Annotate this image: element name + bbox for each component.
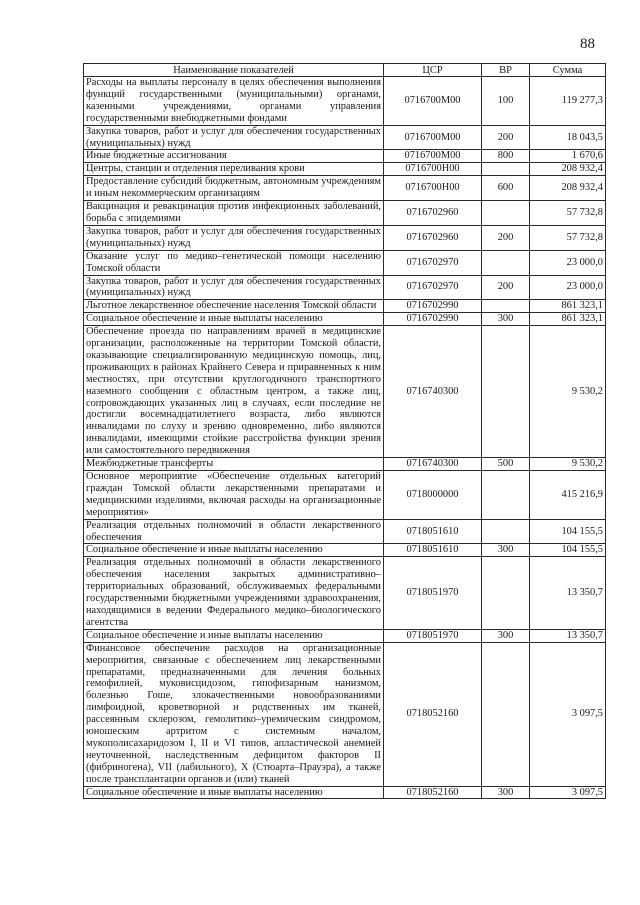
table-row	[84, 629, 606, 642]
row-vr: 600	[482, 176, 530, 201]
row-name: Финансовое обеспечение расходов на организационные мероприятия, связанные с обеспечением лиц лекарственными препаратами, предназначенными для лечения больных гемофилией, муковисцидозом, гипофизарным нанизмом, болезнью Гоше, злокачественными новообразованиями лимфоидной, кроветворной и родственных им тканей, рассеянным склерозом, гемолитико–уремическим синдромом, юношеским артритом с системным началом, мукополисахаридозом I, II и VI типов, апластической анемией неуточненной, наследственным дефицитом факторов II (фибриногена), VII (лабильного), X (Стюарта–Прауэра), а также после трансплантации органов и (или) тканей	[84, 642, 384, 786]
row-sum: 23 000,0	[530, 250, 606, 275]
table-row	[84, 313, 606, 326]
row-name: Основное мероприятие «Обеспечение отдельных категорий граждан Томской области лекарственными препаратами и медицинскими изделиями, включая расходы на организационные мероприятия»	[84, 471, 384, 520]
row-sum: 9 530,2	[530, 326, 606, 458]
header-sum: Сумма	[530, 64, 606, 77]
row-name: Предоставление субсидий бюджетным, автономным учреждениям и иным некоммерческим организациям	[84, 176, 384, 201]
row-name: Закупка товаров, работ и услуг для обеспечения государственных (муниципальных) нужд	[84, 125, 384, 150]
row-sum: 3 097,5	[530, 786, 606, 799]
row-sum: 208 932,4	[530, 163, 606, 176]
row-vr	[482, 326, 530, 458]
row-name: Социальное обеспечение и иные выплаты населению	[84, 313, 384, 326]
row-sum: 861 323,1	[530, 313, 606, 326]
row-sum: 104 155,5	[530, 519, 606, 544]
row-sum: 9 530,2	[530, 458, 606, 471]
row-csr: 0718051970	[384, 557, 482, 629]
budget-table	[83, 63, 606, 799]
table-row	[84, 150, 606, 163]
row-sum: 1 670,6	[530, 150, 606, 163]
row-name: Вакцинация и ревакцинация против инфекционных заболеваний, борьба с эпидемиями	[84, 201, 384, 226]
table-row	[84, 201, 606, 226]
row-csr: 0716740300	[384, 458, 482, 471]
row-name: Льготное лекарственное обеспечение населения Томской области	[84, 300, 384, 313]
row-vr: 300	[482, 313, 530, 326]
table-row	[84, 125, 606, 150]
row-name: Социальное обеспечение и иные выплаты населению	[84, 544, 384, 557]
row-sum: 119 277,3	[530, 77, 606, 126]
row-sum: 13 350,7	[530, 629, 606, 642]
row-vr: 500	[482, 458, 530, 471]
row-vr: 100	[482, 77, 530, 126]
row-sum: 57 732,8	[530, 201, 606, 226]
row-sum: 13 350,7	[530, 557, 606, 629]
row-name: Межбюджетные трансферты	[84, 458, 384, 471]
header-name: Наименование показателей	[84, 64, 384, 77]
row-vr: 200	[482, 125, 530, 150]
row-vr	[482, 519, 530, 544]
row-vr: 200	[482, 225, 530, 250]
row-vr	[482, 471, 530, 520]
table-row	[84, 163, 606, 176]
table-row	[84, 458, 606, 471]
table-row	[84, 519, 606, 544]
header-vr: ВР	[482, 64, 530, 77]
table-row	[84, 642, 606, 786]
row-csr: 0716702970	[384, 250, 482, 275]
row-vr	[482, 557, 530, 629]
row-name: Центры, станции и отделения переливания крови	[84, 163, 384, 176]
row-csr: 0718000000	[384, 471, 482, 520]
row-vr	[482, 642, 530, 786]
page-number: 88	[580, 36, 595, 52]
table-row	[84, 250, 606, 275]
row-name: Социальное обеспечение и иные выплаты населению	[84, 786, 384, 799]
table-row	[84, 275, 606, 300]
row-csr: 0718052160	[384, 786, 482, 799]
table-row	[84, 300, 606, 313]
table-row	[84, 544, 606, 557]
row-vr	[482, 250, 530, 275]
row-vr: 300	[482, 544, 530, 557]
table-row	[84, 557, 606, 629]
row-sum: 57 732,8	[530, 225, 606, 250]
row-sum: 18 043,5	[530, 125, 606, 150]
row-name: Реализация отдельных полномочий в области лекарственного обеспечения населения закрытых административно–территориальных образований, обслуживаемых федеральными государственными бюджетными учреждениями здравоохранения, находящимися в ведении Федерального медико–биологического агентства	[84, 557, 384, 629]
row-vr	[482, 201, 530, 226]
row-csr: 0718051970	[384, 629, 482, 642]
row-sum: 104 155,5	[530, 544, 606, 557]
row-name: Закупка товаров, работ и услуг для обеспечения государственных (муниципальных) нужд	[84, 225, 384, 250]
row-sum: 3 097,5	[530, 642, 606, 786]
row-csr: 0716740300	[384, 326, 482, 458]
table-row	[84, 786, 606, 799]
header-csr: ЦСР	[384, 64, 482, 77]
table-body	[84, 77, 606, 799]
row-csr: 0718051610	[384, 544, 482, 557]
row-name: Закупка товаров, работ и услуг для обеспечения государственных (муниципальных) нужд	[84, 275, 384, 300]
row-csr: 0716700М00	[384, 150, 482, 163]
row-csr: 0718051610	[384, 519, 482, 544]
row-sum: 208 932,4	[530, 176, 606, 201]
row-vr	[482, 300, 530, 313]
row-name: Расходы на выплаты персоналу в целях обеспечения выполнения функций государственными (муниципальными) органами, казенными учреждениями, органами управления государственными внебюджетными фондами	[84, 77, 384, 126]
row-csr: 0716702960	[384, 201, 482, 226]
row-vr: 200	[482, 275, 530, 300]
row-sum: 861 323,1	[530, 300, 606, 313]
row-name: Оказание услуг по медико–генетической помощи населению Томской области	[84, 250, 384, 275]
row-vr	[482, 163, 530, 176]
row-name: Обеспечение проезда по направлениям врачей в медицинские организации, расположенные на территории Томской области, оказывающие специализированную медицинскую помощь, лиц, проживающих в районах Крайнего Севера и приравненных к ним местностях, при отсутствии круглогодичного транспортного наземного сообщения с областным центром, а также лиц, сопровождающих указанных лиц в случаях, если последние не достигли восемнадцатилетнего возраста, либо являются инвалидами по слуху и зрению одновременно, либо являются инвалидами, имеющими стойкие расстройства функции зрения или самостоятельного передвижения	[84, 326, 384, 458]
row-csr: 0716702990	[384, 313, 482, 326]
row-vr: 300	[482, 629, 530, 642]
row-sum: 415 216,9	[530, 471, 606, 520]
row-csr: 0716700М00	[384, 77, 482, 126]
table-row	[84, 225, 606, 250]
row-vr: 300	[482, 786, 530, 799]
row-csr: 0718052160	[384, 642, 482, 786]
table-row	[84, 326, 606, 458]
row-vr: 800	[482, 150, 530, 163]
row-name: Социальное обеспечение и иные выплаты населению	[84, 629, 384, 642]
row-sum: 23 000,0	[530, 275, 606, 300]
table-row	[84, 471, 606, 520]
row-name: Иные бюджетные ассигнования	[84, 150, 384, 163]
row-csr: 0716700Н00	[384, 163, 482, 176]
row-csr: 0716700М00	[384, 125, 482, 150]
row-name: Реализация отдельных полномочий в области лекарственного обеспечения	[84, 519, 384, 544]
row-csr: 0716702960	[384, 225, 482, 250]
table-row	[84, 176, 606, 201]
table-row	[84, 77, 606, 126]
row-csr: 0716702970	[384, 275, 482, 300]
table-header-row	[84, 64, 606, 77]
row-csr: 0716702990	[384, 300, 482, 313]
row-csr: 0716700Н00	[384, 176, 482, 201]
